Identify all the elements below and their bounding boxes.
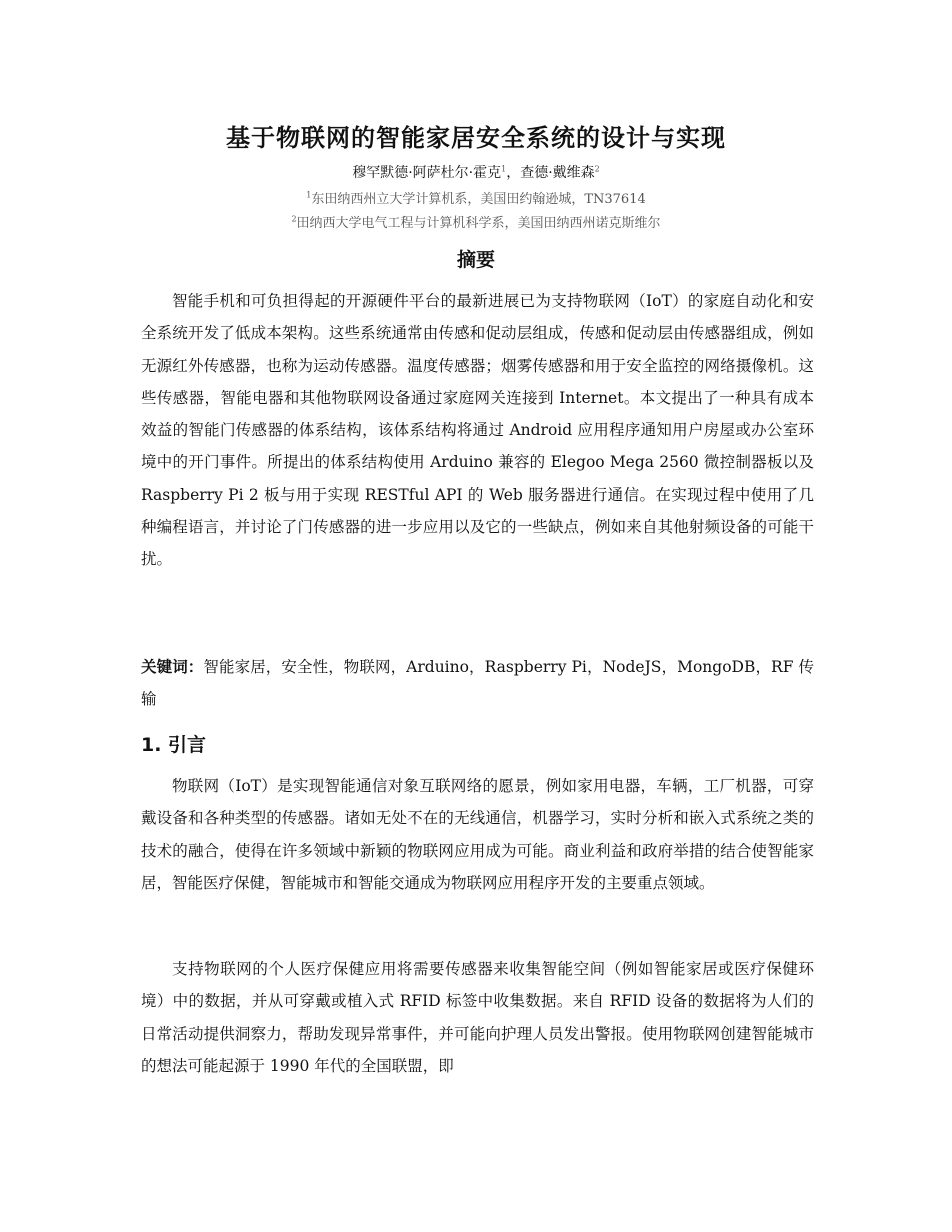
section-1-paragraph-2: 支持物联网的个人医疗保健应用将需要传感器来收集智能空间（例如智能家居或医疗保健环境）中的数据，并从可穿戴或植入式 RFID 标签中收集数据。来自 RFID 设备的数据将为人们的日常活动提供洞察力，帮助发现异常事件，并可能向护理人员发出警报。使用物联网创建智能城市的想法可能起源于 1990 年代的全国联盟，即 [141,960,814,1075]
author-1: 穆罕默德·阿萨杜尔·霍克 [352,165,502,181]
author-line [0,162,952,182]
affiliation-2-text: 田纳西大学电气工程与计算机科学系，美国田纳西州诺克斯维尔 [296,216,661,231]
affiliation-1-text: 东田纳西州立大学计算机系，美国田约翰逊城，TN37614 [311,192,646,207]
keywords [141,651,814,715]
author-1-affiliation-mark: 1 [501,164,507,174]
affiliation-2 [0,212,952,231]
author-separator: ， [506,165,521,181]
abstract-text: 智能手机和可负担得起的开源硬件平台的最新进展已为支持物联网（IoT）的家庭自动化和安全系统开发了低成本架构。这些系统通常由传感和促动层组成，传感和促动层由传感器组成，例如无源红外传感器，也称为运动传感器。温度传感器；烟雾传感器和用于安全监控的网络摄像机。这些传感器，智能电器和其他物联网设备通过家庭网关连接到 Internet。本文提出了一种具有成本效益的智能门传感器的体系结构，该体系结构将通过 Android 应用程序通知用户房屋或办公室环境中的开门事件。所提出的体系结构使用 Arduino 兼容的 Elegoo Mega 2560 微控制器板以及 Raspberry Pi 2 板与用于实现 RESTful API 的 Web 服务器进行通信。在实现过程中使用了几种编程语言，并讨论了门传感器的进一步应用以及它的一些缺点，例如来自其他射频设备的可能干扰。 [141,292,814,569]
affiliation-1 [0,188,952,207]
affiliation-2-mark: 2 [291,214,297,224]
affiliation-1-mark: 1 [306,190,312,200]
author-2: 查德·戴维森 [520,165,595,181]
abstract-heading: 摘要 [456,249,495,271]
section-1-heading: 1. 引言 [141,734,207,756]
section-1-paragraph-1: 物联网（IoT）是实现智能通信对象互联网络的愿景，例如家用电器，车辆，工厂机器，可穿戴设备和各种类型的传感器。诸如无处不在的无线通信，机器学习，实时分析和嵌入式系统之类的技术的融合，使得在许多领域中新颖的物联网应用成为可能。商业利益和政府举措的结合使智能家居，智能医疗保健，智能城市和智能交通成为物联网应用程序开发的主要重点领域。 [141,777,814,892]
author-2-affiliation-mark: 2 [594,164,600,174]
paper-title: 基于物联网的智能家居安全系统的设计与实现 [226,124,726,152]
keywords-label: 关键词： [141,658,204,676]
keywords-list: 智能家居，安全性，物联网，Arduino，Raspberry Pi，NodeJS，MongoDB，RF 传输 [141,658,814,708]
